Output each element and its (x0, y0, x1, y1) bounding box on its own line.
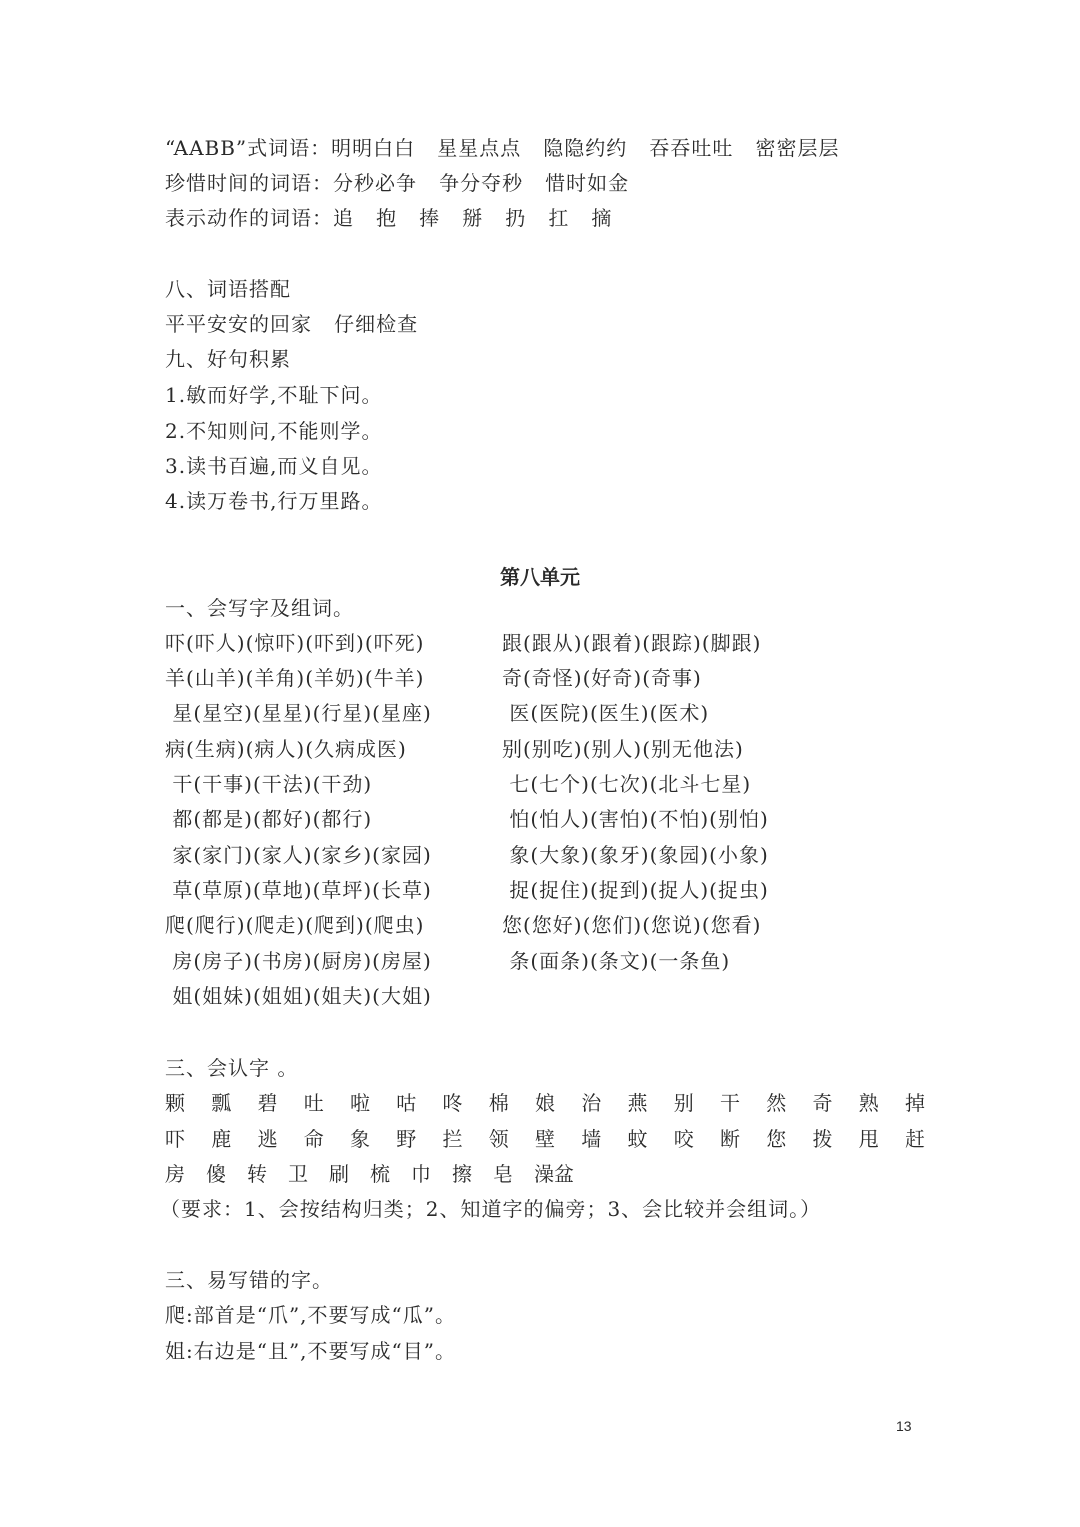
recognize-char: 领 (488, 1127, 509, 1151)
recognize-char: 您 (766, 1127, 787, 1151)
page-number: 13 (896, 1418, 912, 1434)
section-heading-sentences: 九、好句积累 (165, 347, 291, 371)
sentence-item: 2.不知则问,不能则学。 (165, 419, 383, 443)
word-group-right: 别(别吃)(别人)(别无他法) (502, 737, 744, 761)
recognize-char: 甩 (858, 1127, 879, 1151)
recognize-char: 卫 (288, 1162, 308, 1186)
word-group-right: 跟(跟从)(跟着)(跟踪)(脚跟) (502, 631, 762, 655)
recognize-char: 皂 (493, 1162, 513, 1186)
sentence-item: 4.读万卷书,行万里路。 (165, 489, 383, 513)
recognize-char: 掉 (905, 1091, 925, 1115)
word-group-left: 家(家门)(家人)(家乡)(家园) (165, 843, 432, 867)
action-word-list: 表示动作的词语：追 抱 捧 掰 扔 扛 摘 (165, 206, 613, 230)
word-group-left: 姐(姐妹)(姐姐)(姐夫)(大姐) (165, 984, 432, 1008)
recognize-char: 转 (247, 1162, 267, 1186)
word-group-left: 羊(山羊)(羊角)(羊奶)(牛羊) (165, 666, 425, 690)
recognize-char: 咬 (673, 1127, 694, 1151)
word-group-left: 草(草原)(草地)(草坪)(长草) (165, 878, 432, 902)
recognize-char: 熟 (858, 1091, 879, 1115)
recognize-char: 傻 (206, 1162, 226, 1186)
word-group-right: 象(大象)(象牙)(象园)(小象) (502, 843, 769, 867)
recognize-char: 梳 (370, 1162, 390, 1186)
word-group-left: 房(房子)(书房)(厨房)(房屋) (165, 949, 432, 973)
word-group-right: 奇(奇怪)(好奇)(奇事) (502, 666, 702, 690)
word-group-right: 您(您好)(您们)(您说)(您看) (502, 913, 762, 937)
mistake-item: 姐:右边是“且”,不要写成“目”。 (165, 1339, 456, 1363)
recognize-char: 啦 (350, 1091, 370, 1115)
recognize-char: 碧 (257, 1091, 278, 1115)
word-group-left: 星(星空)(星星)(行星)(星座) (165, 701, 432, 725)
recognize-char: 鹿 (211, 1127, 232, 1151)
recognize-char: 燕 (627, 1091, 648, 1115)
recognize-char: 象 (350, 1127, 370, 1151)
recognize-char: 拨 (812, 1127, 833, 1151)
recognize-char: 野 (396, 1127, 417, 1151)
recognize-char: 咚 (442, 1091, 463, 1115)
recognize-char: 然 (766, 1091, 787, 1115)
recognize-heading: 三、会认字 。 (165, 1056, 299, 1080)
word-group-right: 怕(怕人)(害怕)(不怕)(别怕) (502, 807, 769, 831)
mistake-item: 爬:部首是“爪”,不要写成“瓜”。 (165, 1303, 456, 1327)
recognize-char: 干 (720, 1091, 740, 1115)
section-heading-collocation: 八、词语搭配 (165, 277, 291, 301)
word-group-left: 爬(爬行)(爬走)(爬到)(爬虫) (165, 913, 425, 937)
word-group-right: 捉(捉住)(捉到)(捉人)(捉虫) (502, 878, 769, 902)
recognize-char: 颗 (165, 1091, 185, 1115)
recognize-char: 赶 (905, 1127, 925, 1151)
sentence-item: 1.敏而好学,不耻下问。 (165, 383, 383, 407)
recognize-char: 咕 (396, 1091, 417, 1115)
mistake-heading: 三、易写错的字。 (165, 1268, 333, 1292)
recognize-row (165, 1126, 925, 1152)
time-word-list: 珍惜时间的词语：分秒必争 争分夺秒 惜时如金 (165, 171, 630, 195)
recognize-row (165, 1090, 925, 1116)
recognize-char: 吓 (165, 1127, 185, 1151)
unit-title: 第八单元 (500, 565, 580, 589)
sentence-item: 3.读书百遍,而义自见。 (165, 454, 383, 478)
recognize-char: 墙 (581, 1127, 602, 1151)
recognize-char: 壁 (535, 1127, 555, 1151)
recognize-requirement: （要求：1、会按结构归类；2、知道字的偏旁；3、会比较并会组词。） (160, 1197, 822, 1221)
recognize-char: 吐 (303, 1091, 324, 1115)
recognize-char: 治 (581, 1091, 602, 1115)
recognize-char: 蚊 (627, 1127, 648, 1151)
recognize-char: 拦 (442, 1127, 463, 1151)
recognize-char: 瓢 (211, 1091, 232, 1115)
recognize-char: 奇 (812, 1091, 833, 1115)
recognize-char: 逃 (257, 1127, 278, 1151)
recognize-char: 房 (165, 1162, 185, 1186)
recognize-char: 别 (673, 1091, 694, 1115)
write-words-heading: 一、会写字及组词。 (165, 596, 354, 620)
recognize-char: 娘 (535, 1091, 555, 1115)
word-group-right: 医(医院)(医生)(医术) (502, 701, 710, 725)
aabb-word-list: “AABB”式词语：明明白白 星星点点 隐隐约约 吞吞吐吐 密密层层 (165, 136, 840, 160)
word-group-left: 都(都是)(都好)(都行) (165, 807, 373, 831)
recognize-char: 命 (303, 1127, 324, 1151)
recognize-char: 棉 (488, 1091, 509, 1115)
collocation-content: 平平安安的回家 仔细检查 (165, 312, 419, 336)
word-group-right: 条(面条)(条文)(一条鱼) (502, 949, 731, 973)
recognize-row (165, 1161, 595, 1187)
word-group-right: 七(七个)(七次)(北斗七星) (502, 772, 752, 796)
word-group-left: 病(生病)(病人)(久病成医) (165, 737, 407, 761)
recognize-char: 擦 (452, 1162, 472, 1186)
word-group-left: 吓(吓人)(惊吓)(吓到)(吓死) (165, 631, 425, 655)
recognize-char: 巾 (411, 1162, 431, 1186)
recognize-char: 断 (720, 1127, 740, 1151)
word-group-left: 干(干事)(干法)(干劲) (165, 772, 373, 796)
recognize-char: 刷 (329, 1162, 349, 1186)
recognize-char: 澡盆 (534, 1162, 574, 1186)
